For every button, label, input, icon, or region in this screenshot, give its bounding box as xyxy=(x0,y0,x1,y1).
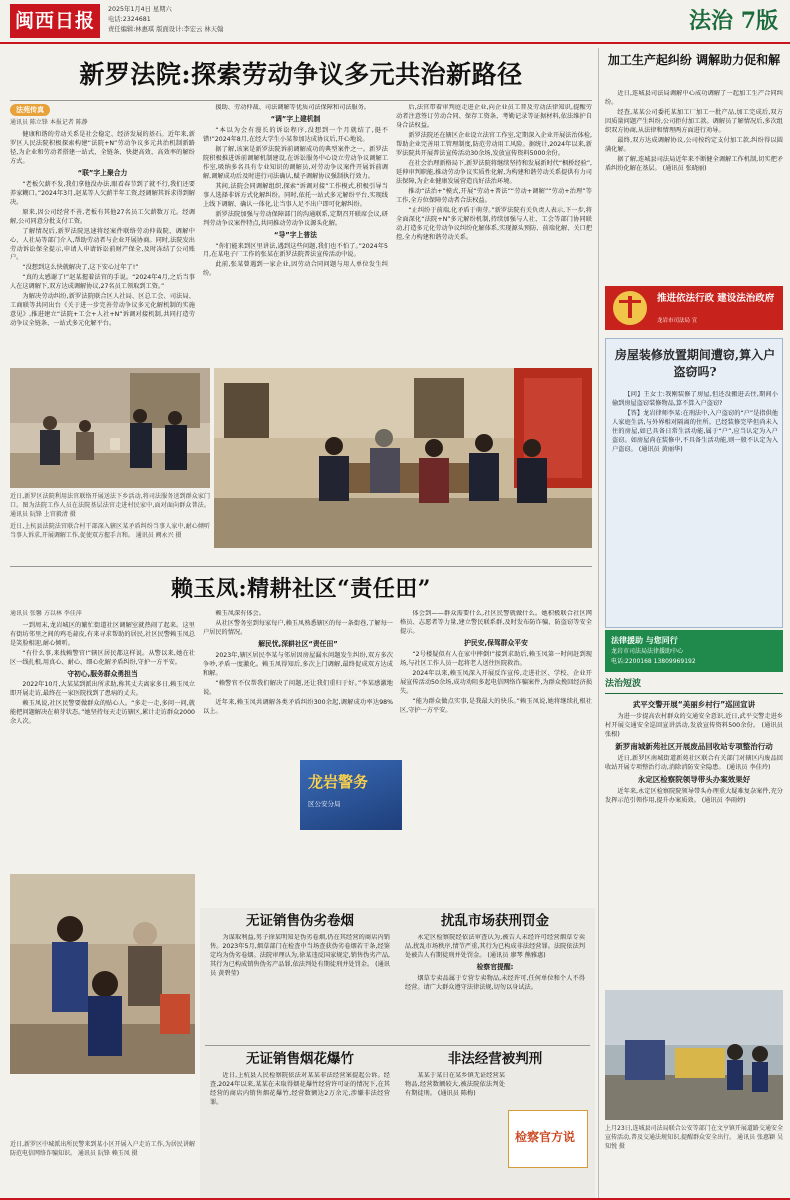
column-badge: 法苑传真 xyxy=(10,104,50,116)
briefs-header: 法治短波 xyxy=(605,678,783,694)
paragraph: 了解情况后,新罗法院迅速将经案件联络劳动仲裁院、调解中心、人社局等部门介入,帮助劳动者与企业开展协商。同时,法院发出劳动诉讼保全提示,申请人申请诉讼前财产保全,及时冻结了公司账户。 xyxy=(10,227,195,262)
subheading: “联”字上聚合力 xyxy=(77,168,128,177)
paragraph: 一到周末,龙岩城区的繁忙街道社区调解室就热闹了起来。这里有街坊邻里之间的鸡毛蒜皮,有来寻求帮助的居民,社区民警赖玉凤总是笑脸相迎,耐心倾听。 xyxy=(10,621,195,647)
paragraph: “止纠纷于前端,化矛盾于萌芽。”新罗法院有关负责人表示,下一步,将全面深化“法院+N”多元解纷机制,持续加强与人社、工会等部门协同联动,打造多元化劳动争议纠纷化解体系,实现源头预防、前端化解、关口把控,全力构建和谐劳动关系。 xyxy=(396,206,592,241)
section-title: 法治 7版 xyxy=(689,8,778,34)
paragraph: 原来,因公司经营不善,老板有其他27名员工欠薪数万元。经调解,公司同意分批支付工资。 xyxy=(10,208,195,225)
paragraph: 2022年10月,大某某到派出所求助,称其丈夫离家多日,赖玉凤立即开展走访,最终在一家医院找到了患病的丈夫。 xyxy=(10,681,195,698)
paragraph: “老板欠薪不发,我们拿他没办法,眼看春节到了就不行,我们还要养家糊口。”2024年3月,赵某等人欠薪半年工资,经调解其诉求得到解决。 xyxy=(10,180,195,206)
paragraph: 援助、劳动仲裁、司法调解等优质司法保障和司法服务。 xyxy=(215,104,371,111)
paragraph: “本以为会有漫长的诉讼程序,没想到一个月就结了,挺不错!”2024年8月,在经大学生小某参加达成协议后,开心地说。 xyxy=(203,126,388,143)
brief-text: 永定区检察院经依法审查认为,被告人未经许可经营烟草专卖品,扰乱市场秩序,情节严重,其行为已构成非法经营罪。法院依法判处被告人有期徒刑并处罚金。 (通讯员 廖琴 熊雅惠) 检察官提醒: 烟草专卖品属于专营专卖物品,未经许可,任何单位和个人不得经营。请广大群众遵守法律法规,切勿以身试法。 xyxy=(405,934,585,991)
subheading: “导”字上普法 xyxy=(274,230,317,239)
brief-title: 无证销售烟花爆竹 xyxy=(246,1051,354,1067)
issue-date: 2025年1月4日 星期六 xyxy=(108,6,172,13)
masthead-info xyxy=(108,5,308,35)
note-title: 检察官提醒: xyxy=(476,962,514,971)
editor-credits: 责任编辑:林惠琪 版面设计:李宏云 林天翰 xyxy=(108,26,224,33)
paragraph: 2023年,辖区居民李某与邻居因房屋漏水问题发生纠纷,双方多次争吵,矛盾一度激化。赖玉凤得知后,多次上门调解,最终促成双方达成和解。 xyxy=(203,651,393,677)
subheading: 守初心,服务群众勇担当 xyxy=(67,669,138,678)
photo-caption: 近日,新罗区中城派出所民警来到某小区开展入户走访工作,为居民讲解防范电信网络诈骗知识。 通讯员 阮锋 赖玉凤 摄 xyxy=(10,1141,195,1157)
main-story-col1 xyxy=(10,104,195,362)
short-text: 近年来,永定区检察院院领导带头办理重大疑难复杂案件,充分发挥示范引领作用,提升办案质效。 (通讯员 李雨婷) xyxy=(605,787,783,804)
banner-sponsor: 龙岩市司法局 宣 xyxy=(657,318,698,324)
legal-aid-ad: 法律援助 与您同行 龙岩市司法局法律援助中心 电话:2200168 13809969192 xyxy=(605,630,783,672)
paragraph: 据了解,该案是新罗法院诉前调解成功的典型案件之一。新罗法院积极推进诉前调解机制建设,在诉讼服务中心设立劳动争议调解工作室,吸纳多名具有专业知识的调解员,对劳动争议案件开展诉前调解,调解成功后及时进行司法确认,赋予调解协议强制执行效力。 xyxy=(203,145,388,180)
qa-body xyxy=(612,391,778,621)
contact-phone: 电话:2324681 xyxy=(108,16,151,23)
paragraph: “能为群众做点实事,是我最大的快乐。”赖玉凤说,她将继续扎根社区,守护一方平安。 xyxy=(400,697,592,714)
rule-of-law-banner xyxy=(605,286,783,330)
short-title: 新罗南城新苑社区开展废品回收站专项整治行动 xyxy=(615,741,773,751)
column-divider xyxy=(598,48,599,1198)
paragraph: 近年来,赖玉凤共调解各类矛盾纠纷300余起,调解成功率达98%以上。 xyxy=(203,698,393,715)
photo-caption: 近日,新罗区法院利用法官联络开展送法下乡活动,将司法服务送到群众家门口。图为法院工作人员在法院基层法官走进村民家中,面对面向群众普法。 通讯员 阮锋 上官毅清 摄 xyxy=(10,493,210,518)
qa-answer: 【答】龙岩律师李某:在刑法中,入户盗窃的“户”是指供他人家庭生活,与外界相对隔离的住所。已经装修完毕但尚未入住的房屋,如已具备日常生活功能,属于“户”,应当认定为入户盗窃。如房屋尚在装修中,不具备生活功能,则一般不认定为入户盗窃。 (通讯员 黄丽华) xyxy=(612,409,778,453)
note-text: 烟草专卖品属于专营专卖物品,未经许可,任何单位和个人不得经营。请广大群众遵守法律法规,切勿以身试法。 xyxy=(405,974,585,991)
byline: 通讯员 张馨 方以林 李佳萍 xyxy=(10,610,82,617)
subheading: “调”字上建机制 xyxy=(270,114,321,123)
right-story-title: 加工生产起纠纷 调解助力促和解 xyxy=(607,53,781,67)
short-title: 武平交警开展“美丽乡村行”巡回宣讲 xyxy=(632,700,756,709)
paragraph: “没想到这么快就解决了,这下安心过年了!” xyxy=(22,264,139,272)
paragraph: “真的太感谢了!”赵某握着法官的手说。“2024年4月,之后当事人在这调解下,双方达成调解协议,27名员工领取到工资。” xyxy=(10,274,195,291)
police-sub: 区公安分局 xyxy=(308,800,341,808)
qa-box xyxy=(605,338,783,628)
photo-caption: 上月23日,连城县司法局联合公安等部门在文亨镇开展道路交通安全宣传活动,普及交通法规知识,提醒群众安全出行。 通讯员 张惠颖 吴知悦 摄 xyxy=(605,1125,783,1150)
qa-title: 房屋装修放置期间遭窃,算入户盗窃吗? xyxy=(614,348,776,379)
paragraph: 新罗法院加强与劳动保障部门的沟通联系,定期召开联席会议,研判劳动争议案件特点,共同推动劳动争议源头化解。 xyxy=(203,210,388,227)
court-visit-photo xyxy=(10,368,210,488)
paragraph: 为解决劳动纠纷,新罗法院联合区人社局、区总工会、司法局、工商联等共同出台《关于进一步完善劳动争议多元化解机制的实施意见》,推进建立“法院+工会+人社+N”诉调对接机制,共同打造劳动争议全链条、一站式多元化解平台。 xyxy=(10,293,195,328)
banner-slogan: 推进依法行政 建设法治政府 xyxy=(657,293,775,304)
qa-question: 【问】王女士:我刚装修了房屋,但还没搬进去住,期间小偷到房屋盗窃装修物品,算不算入户盗窃? xyxy=(612,391,778,407)
paragraph: 健康和谐的劳动关系是社会稳定、经济发展的基石。近年来,新罗区人民法院积极探索构建“法院+N”劳动争议多元共治机制新路径,为企业和劳动者搭建一站式、全链条、快捷高效、高效率的解纷方式。 xyxy=(10,130,195,165)
short-text: 为进一步提高农村群众的交通安全意识,近日,武平交警走进乡村开展交通安全巡回宣讲活动,发放宣传资料500余份。 (通讯员 张根) xyxy=(605,712,783,738)
short-title: 永定区检察院领导带头办案效果好 xyxy=(637,774,751,784)
newspaper-logo: 闽西日报 xyxy=(10,4,100,38)
paragraph: “赖警官不仅帮我们解决了问题,还让我们重归于好。”李某感激地说。 xyxy=(203,679,393,696)
section-rule xyxy=(10,566,592,567)
masthead xyxy=(0,0,790,44)
paragraph: 推动“法治+”模式,开展“劳动+普法”“劳动+调解”“劳动+治理”等工作,全方位保障劳动者合法权益。 xyxy=(396,187,592,204)
paragraph: 从社区警务室到每家每户,赖玉凤熟悉辖区的每一条街巷,了解每一户居民的情况。 xyxy=(203,619,393,636)
paragraph: 赖玉凤深有体会。 xyxy=(215,610,265,617)
brief-text: 为谋取利益,男子徐某明知是伪劣卷烟,仍在其经营的商店内销售。2023年5月,烟草部门在检查中当场查获伪劣卷烟若干条,经鉴定均为伪劣卷烟。法院审理认为,徐某违反国家规定,销售伪劣产品,其行为已构成销售伪劣产品罪,依法判处有期徒刑并处罚金。 (通讯员 黄碧莹) xyxy=(210,934,390,977)
scales-icon xyxy=(607,286,653,330)
paragraph: “有什么事,来找赖警官!”辖区居民都这样说。从警以来,她在社区一线扎根,用真心、耐心、细心化解矛盾纠纷,守护一方平安。 xyxy=(10,649,195,666)
story2-col2 xyxy=(203,610,393,900)
photo-caption: 近日,上杭县法院法官联合村干部深入辖区某矛盾纠纷当事人家中,耐心倾听当事人诉求,开展调解工作,促使双方握手言和。 通讯员 阙永兴 摄 xyxy=(10,523,210,539)
brief-title: 无证销售伪劣卷烟 xyxy=(246,913,354,929)
mediation-photo xyxy=(214,368,592,548)
brief-title: 非法经营被判刑 xyxy=(447,1051,543,1067)
police-title: 龙岩警务 xyxy=(308,773,369,791)
brief-text: 近日,上杭县人民检察院依法对某某非法经营案提起公诉。经查,2024年以来,某某在未取得烟花爆竹经营许可证的情况下,在其经营的商店内销售烟花爆竹,经营数额达2万余元,涉嫌非法经营罪。 xyxy=(210,1072,390,1106)
main-story-col3 xyxy=(396,104,592,362)
brief-rule xyxy=(205,1045,590,1046)
story2-col3 xyxy=(400,610,592,900)
paragraph: “2号楼疑似有人在家中摔倒!”接到求助后,赖玉凤第一时间赶到现场,与社区工作人员一起将老人送往医院救治。 xyxy=(400,650,592,667)
paragraph: 后,法官带着审判庭走进企业,向企业员工普及劳动法律知识,提醒劳动者注意签订劳动合同、保存工资条、考勤记录等证据材料,依法维护自身合法权益。 xyxy=(396,104,592,129)
subheading: 解民忧,深耕社区“责任田” xyxy=(258,639,338,648)
brief-title: 扰乱市场获刑罚金 xyxy=(441,913,549,929)
right-story-body: 近日,连城县司法局调解中心成功调解了一起加工生产合同纠纷。 经查,某某公司委托某加工厂加工一批产品,加工完成后,双方因质量问题产生纠纷,公司拒付加工款。调解员了解情况后,多次组织双方协商,从法律和情理两方面进行劝导。 最终,双方达成调解协议,公司按约定支付加工款,纠纷得以圆满化解。 据了解,连城县司法局近年来不断健全调解工作机制,切实把矛盾纠纷化解在基层。 (通讯员 张晓丽) xyxy=(605,90,783,172)
police-visit-photo xyxy=(10,874,195,1074)
paragraph: 新罗法院还在辖区企业设立法官工作室,定期深入企业开展法治体检,帮助企业完善用工管理制度,防范劳动用工风险。据统计,2024年以来,新罗法院共开展普法宣传活动30余场,发放宣传资料5000余份。 xyxy=(396,131,592,157)
byline: 通讯员 陈立锋 本报记者 陈静 xyxy=(10,119,88,127)
police-column-logo xyxy=(300,760,402,830)
paragraph: 2024年以来,赖玉凤深入开展反诈宣传,走进社区、学校、企业开展宣传活动50余场,成功劝阻多起电信网络诈骗案件,为群众挽回经济损失。 xyxy=(400,669,592,695)
brief-text: 某某于某日在某乡镇无证经营某物品,经营数额较大,被法院依法判处有期徒刑。 (通讯员 陈梅) xyxy=(405,1072,505,1097)
short-text: 近日,新罗区南城街道新苑社区联合有关部门对辖区内废品回收站开展专项整治行动,消除消防安全隐患。 (通讯员 李佳玲) xyxy=(605,754,783,771)
short-news-list xyxy=(605,698,783,980)
main-headline: 新罗法院:探索劳动争议多元共治新路径 xyxy=(79,60,523,89)
story2-headline: 赖玉凤:精耕社区“责任田” xyxy=(171,576,431,602)
headline-rule xyxy=(10,100,592,101)
paragraph: 赖玉凤说,社区民警要做群众的贴心人。“多走一走,多问一问,就能把问题解决在萌芽状态。”她坚持每天走访辖区,累计走访群众2000余人次。 xyxy=(10,700,195,726)
paragraph: “你们能来到区里讲法,遇到这些问题,我们也不怕了。”2024年5月,在某电子厂工作的张某在新罗法院普法宣传活动中说。 xyxy=(203,242,388,259)
main-story-col2 xyxy=(203,104,388,362)
paragraph: 此前,张某曾遇到一家企业,因劳动合同问题与用人单位发生纠纷。 xyxy=(203,261,388,278)
story2-col1 xyxy=(10,610,195,870)
paragraph: 其间,法院会同调解组织,探索“诉调对接”工作模式,积极引导当事人选择非诉方式化解纠纷。同时,依托一站式多元解纷平台,实现线上线下调解、确认一体化,让当事人足不出户即可化解纠纷。 xyxy=(203,182,388,208)
traffic-safety-photo xyxy=(605,990,783,1120)
paragraph: 在社会治理新格局下,新罗法院将继续坚持和发展新时代“枫桥经验”,延伸审判职能,推动劳动争议实质性化解,为构建和谐劳动关系提供有力司法保障,为企业健康发展营造良好法治环境。 xyxy=(396,159,592,185)
prosecutor-stamp: 检察官方说 xyxy=(508,1110,588,1168)
subheading: 护民安,保驾群众平安 xyxy=(464,638,528,647)
paragraph: 体会到——群众需要什么,社区民警就做什么。她积极联合社区网格员、志愿者等力量,建立警民联系群,及时发布防诈骗、防盗窃等安全提示。 xyxy=(400,610,592,635)
